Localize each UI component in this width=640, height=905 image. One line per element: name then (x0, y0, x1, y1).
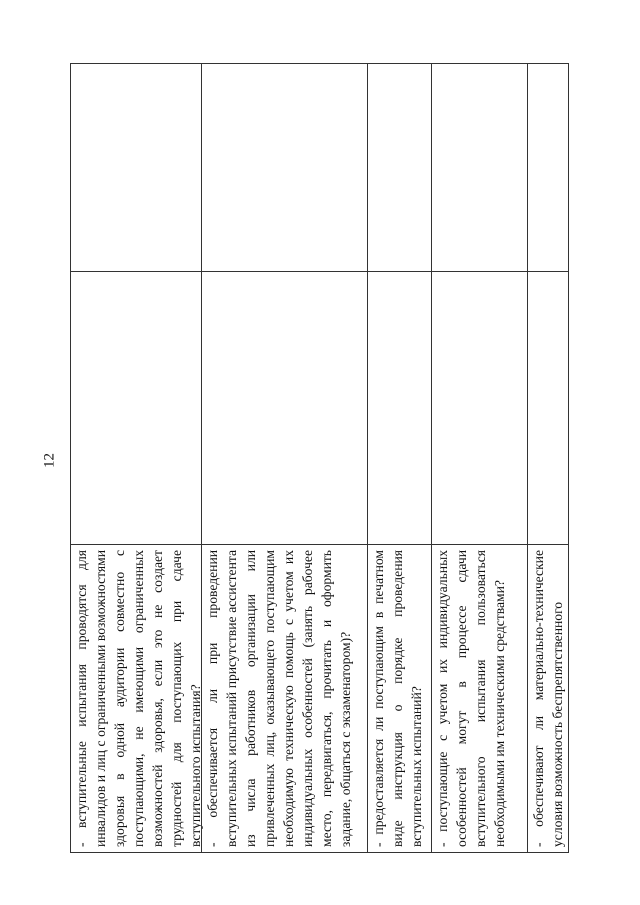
question-text: - обеспечивается ли при проведении вступительных испытаний присутствие ассистента из числа работников организации или привлеченных лиц, оказывающего поступающим необходимую техническую помощь с учетом их индивидуальных особенностей (занять рабочее место, передвигаться, прочитать и оформить задание, общаться с экзаменатором)? (205, 550, 353, 847)
question-text: - поступающие с учетом их индивидуальных особенностей могут в процессе сдачи вступительного испытания пользоваться необходимыми им техническими средствами? (435, 550, 507, 847)
row-divider (201, 64, 202, 545)
table-row (367, 545, 431, 853)
question-column (70, 545, 568, 853)
row-divider (431, 64, 432, 545)
table-row (431, 545, 527, 853)
page-number: 12 (41, 453, 58, 468)
table-row (70, 545, 201, 853)
column-divider-2 (70, 271, 568, 272)
row-divider (367, 64, 368, 545)
table-border-bottom (568, 63, 569, 853)
row-divider (527, 64, 528, 545)
question-text: - обеспечивают ли материально-технические условия возможность беспрепятственного (531, 550, 565, 847)
question-text: - предоставляется ли поступающим в печатном виде инструкция о порядке проведения вступительных испытаний? (371, 550, 424, 847)
table-row (527, 545, 568, 853)
checklist-table (70, 63, 568, 853)
question-text: - вступительные испытания проводятся для инвалидов и лиц с ограниченными возможностями здоровья в одной аудитории совместно с поступающими, не имеющими ограниченных возможностей здоровья, если это не создает трудностей для поступающих при сдаче вступительного испытания? (74, 550, 203, 847)
table-border-right (70, 63, 568, 64)
table-row (201, 545, 367, 853)
